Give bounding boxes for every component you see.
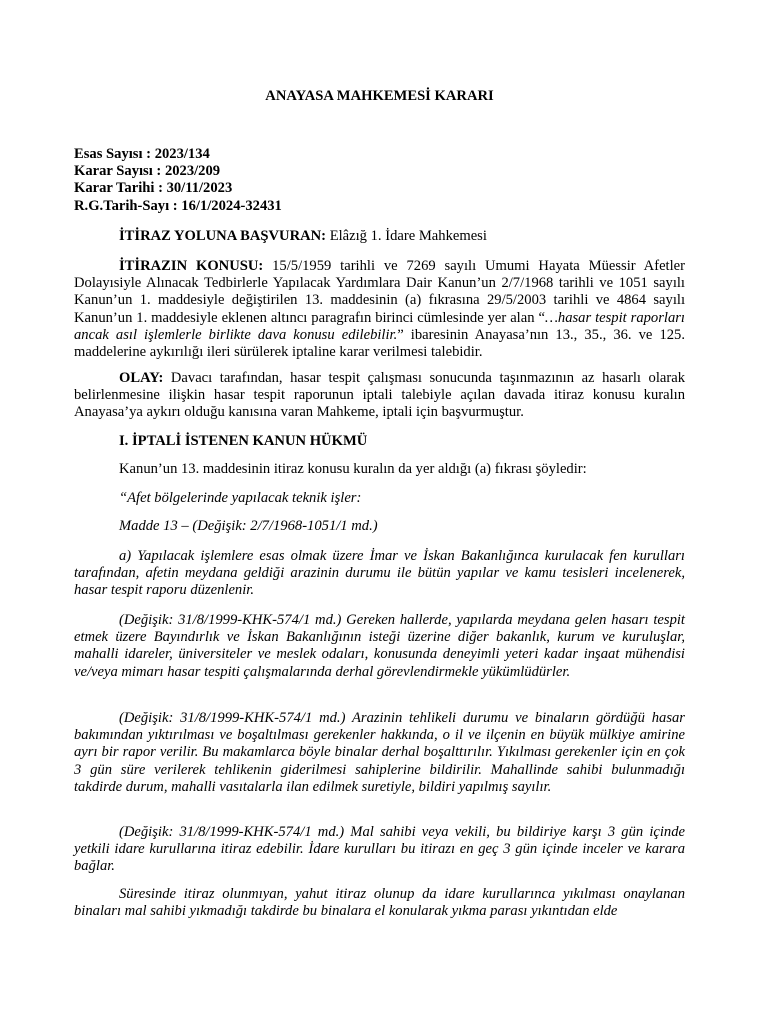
- event-text: Davacı tarafından, hasar tespit çalışması sonucunda taşınmazının az hasarlı olarak belirlenmesine ilişkin hasar tespit raporunun iptali talebiyle açılan davada itiraz konusu kuralın Anayasa’ya aykırı olduğu kanısına varan Mahkeme, iptali için başvurmuştur.: [74, 370, 685, 421]
- section-intro: Kanun’un 13. maddesinin itiraz konusu kuralın da yer aldığı (a) fıkrası şöyledir:: [119, 461, 587, 477]
- decision-metadata: [74, 146, 282, 215]
- law-paragraph-3: (Değişik: 31/8/1999-KHK-574/1 md.) Arazinin tehlikeli durumu ve binaların gördüğü hasar bakımından yıktırılması ve boşaltılması gerekenler hakkında, o il ve ilçenin en büyük mülkiye amirine ayrı bir rapor verilir. Bu makamlarca böyle binalar derhal boşalttırılır. Yıkılması gerekenler için en çok 3 gün süre verilerek tehlikenin giderilmesi sahiplerine bildirilir. Mahallinde sahibi bulunmadığı takdirde durum, mahalli vasıtalarla ilan edilmek suretiyle, bildiri yapılmış sayılır.: [74, 710, 685, 795]
- law-paragraph-5: Süresinde itiraz olunmıyan, yahut itiraz olunup da idare kurullarınca yıkılması onaylanan binaları mal sahibi yıkmadığı takdirde bu binalara el konularak yıkma parası yıkıntıdan elde: [74, 886, 685, 920]
- official-gazette-info: R.G.Tarih-Sayı : 16/1/2024-32431: [74, 197, 282, 214]
- subject-label: İTİRAZIN KONUSU:: [119, 258, 264, 274]
- law-article: Madde 13 – (Değişik: 2/7/1968-1051/1 md.): [119, 518, 378, 534]
- decision-date: Karar Tarihi : 30/11/2023: [74, 180, 233, 197]
- law-paragraph-a: a) Yapılacak işlemlere esas olmak üzere İmar ve İskan Bakanlığınca kurulacak fen kurulları tarafından, afetin meydana geldiği arazinin durumu ile bütün yapılar ve kamu tesisleri incelenerek, hasar tespit raporu düzenlenir.: [74, 548, 685, 599]
- section-heading: I. İPTALİ İSTENEN KANUN HÜKMÜ: [119, 433, 368, 449]
- law-paragraph-2: (Değişik: 31/8/1999-KHK-574/1 md.) Gereken hallerde, yapılarda meydana gelen hasarı tespit etmek üzere Bayındırlık ve İskan Bakanlığının isteği üzerine diğer bakanlık, kurum ve kuruluşlar, mahalli idareler, üniversiteler ve meslek odaları, konusunda deneyimli yeteri kadar inşaat mühendisi ve/veya mimarı hasar tespiti çalışmalarında derhal görevlendirmekle yükümlüdürler.: [74, 612, 685, 680]
- law-paragraph-4: (Değişik: 31/8/1999-KHK-574/1 md.) Mal sahibi veya vekili, bu bildiriye karşı 3 gün içinde yetkili idare kurullarına itiraz edebilir. İdare kurulları bu itirazı en geç 3 gün içinde inceler ve karara bağlar.: [74, 824, 685, 875]
- subject-text-1: 15/5/1959 tarihli ve 7269 sayılı Umumi Hayata Müessir Afetler Dolayısiyle Alınacak Tedbirlerle Yapılacak Yardımlara Dair Kanun’un 2/7/1968 tarihli ve 1051 sayılı Kanun’un 1. maddesiyle değiştirilen 13. maddesinin (a) fıkrasına 29/5/2003 tarihli ve 4864 sayılı Kanun’un 1. maddesiyle eklenen altıncı paragrafın birinci cümlesinde yer alan “: [74, 258, 685, 326]
- applicant-paragraph: [74, 228, 685, 245]
- subject-paragraph: [74, 258, 685, 361]
- document-title: ANAYASA MAHKEMESİ KARARI: [265, 88, 494, 104]
- decision-number: Karar Sayısı : 2023/209: [74, 163, 221, 180]
- applicant-label: İTİRAZ YOLUNA BAŞVURAN:: [119, 228, 327, 244]
- law-heading: “Afet bölgelerinde yapılacak teknik işler:: [119, 490, 362, 506]
- case-number: Esas Sayısı : 2023/134: [74, 146, 210, 162]
- subject-text-2: ” ibaresinin Anayasa’nın 13., 35., 36. ve 125. maddelerine aykırılığı ileri sürülerek iptaline karar verilmesi talebidir.: [74, 326, 685, 361]
- subject-quoted-phrase: …hasar tespit raporları ancak asıl işlemlerle birlikte dava konusu edilebilir.: [74, 309, 685, 343]
- applicant-text: Elâzığ 1. İdare Mahkemesi: [326, 228, 487, 244]
- event-paragraph: [74, 370, 685, 422]
- event-label: OLAY:: [119, 370, 164, 386]
